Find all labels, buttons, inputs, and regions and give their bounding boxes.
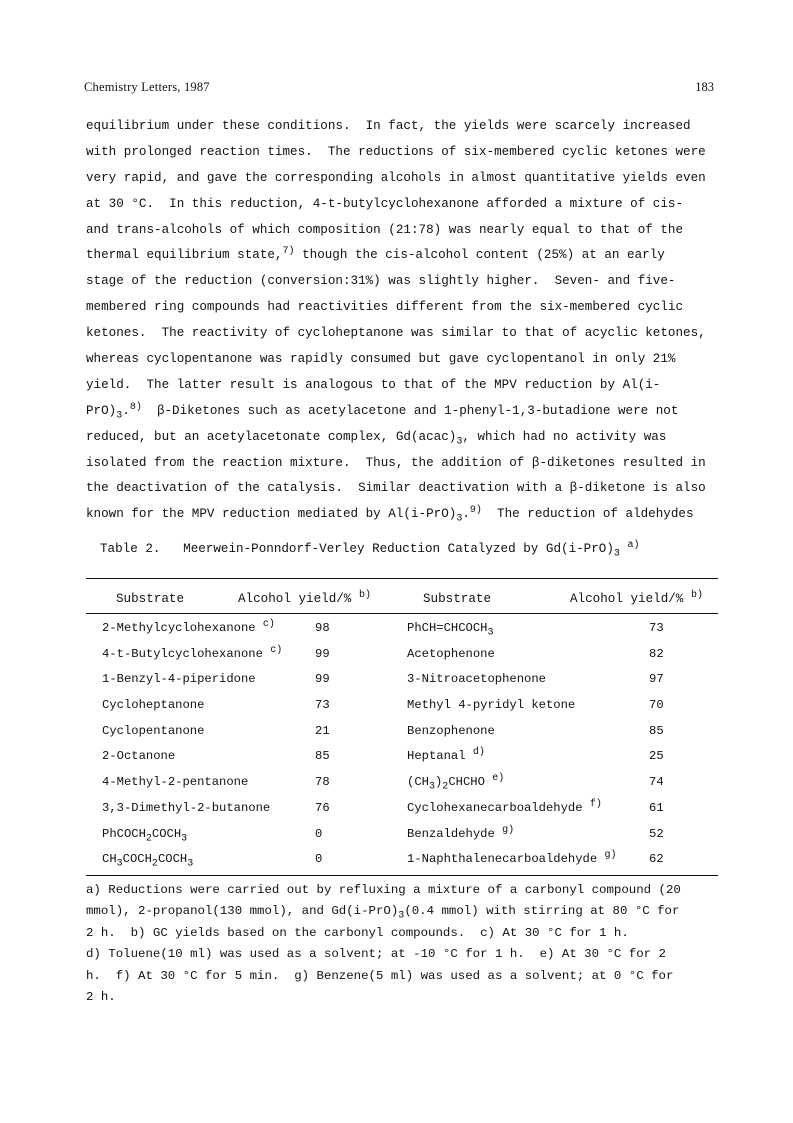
substrate-left <box>102 826 188 844</box>
substrate-left: 1-Benzyl-4-piperidone <box>102 672 256 687</box>
page-number: 183 <box>695 80 714 94</box>
body-line: the deactivation of the catalysis. Similar deactivation with a β-diketone is also <box>86 481 706 496</box>
footnote-line: h. f) At 30 °C for 5 min. g) Benzene(5 ml) was used as a solvent; at 0 °C for <box>86 968 674 983</box>
footnote-line: d) Toluene(10 ml) was used as a solvent; at -10 °C for 1 h. e) At 30 °C for 2 <box>86 947 666 962</box>
body-text <box>86 114 718 528</box>
table-row <box>86 771 718 797</box>
substrate-left: 2-Octanone <box>102 749 176 764</box>
table-row <box>86 720 718 746</box>
substrate-right <box>407 798 602 815</box>
yield-right: 97 <box>649 672 664 687</box>
footnote-marker: g) <box>502 824 515 836</box>
footnote-line: 2 h. <box>86 989 116 1004</box>
footnote-line <box>86 901 718 922</box>
formula-part: ) <box>434 775 443 790</box>
subscript: 3 <box>181 832 188 844</box>
page-header <box>84 80 714 100</box>
text-fragment: . <box>462 507 470 522</box>
substrate-name: Heptanal <box>407 749 466 764</box>
yield-right: 74 <box>649 775 664 790</box>
substrate-right: Acetophenone <box>407 646 495 661</box>
reference-9: 9) <box>469 505 482 517</box>
table-bottom-rule <box>86 875 718 876</box>
substrate-name: Cyclohexanecarboaldehyde <box>407 800 583 815</box>
reference-7: 7) <box>282 246 295 258</box>
subscript: 2 <box>145 832 152 844</box>
header-yield-right <box>570 589 703 606</box>
subscript: 2 <box>442 781 449 793</box>
subscript: 3 <box>487 627 494 639</box>
table-row <box>86 643 718 669</box>
table-row <box>86 848 718 874</box>
subscript: 3 <box>428 781 435 793</box>
formula-part: CH <box>102 852 117 867</box>
substrate-left <box>102 618 275 635</box>
footnote-marker: b) <box>690 589 703 601</box>
table-body <box>86 617 718 874</box>
header-substrate-left: Substrate <box>116 592 185 606</box>
footnote-marker: b) <box>358 589 371 601</box>
formula-part: COCH <box>157 852 188 867</box>
text-fragment: , which had no activity was <box>462 429 667 444</box>
table-title-text: Table 2. Meerwein-Ponndorf-Verley Reduction Catalyzed by Gd(i-PrO) <box>100 542 614 556</box>
substrate-left: 3,3-Dimethyl-2-butanone <box>102 800 271 815</box>
yield-left: 0 <box>315 852 323 867</box>
formula-part: COCH <box>151 826 182 841</box>
table-row <box>86 823 718 849</box>
substrate-name: PhCH=CHCOCH <box>407 621 488 635</box>
formula-part: (CH <box>407 775 429 790</box>
yield-right: 61 <box>649 800 664 815</box>
substrate-name: 4-t-Butylcyclohexanone <box>102 646 263 661</box>
table-row <box>86 797 718 823</box>
substrate-right <box>407 621 494 639</box>
header-yield-right-label: Alcohol yield/% <box>570 592 684 606</box>
body-line <box>86 243 718 269</box>
formula-part: CHCHO <box>448 775 485 790</box>
table-header-row <box>86 588 718 612</box>
footnote-marker: a) <box>627 539 640 551</box>
header-yield-left-label: Alcohol yield/% <box>238 592 352 606</box>
footnote-marker: g) <box>604 850 617 862</box>
yield-right: 70 <box>649 698 664 713</box>
formula-part: PhCOCH <box>102 826 146 841</box>
yield-left: 76 <box>315 800 330 815</box>
yield-left: 85 <box>315 749 330 764</box>
subscript: 3 <box>187 858 194 870</box>
subscript: 3 <box>456 436 463 448</box>
yield-left: 99 <box>315 672 330 687</box>
text-fragment: The reduction of aldehydes <box>481 507 694 522</box>
body-line: yield. The latter result is analogous to that of the MPV reduction by Al(i- <box>86 377 661 392</box>
yield-left: 73 <box>315 698 330 713</box>
substrate-right <box>407 824 515 841</box>
table-row <box>86 617 718 643</box>
body-line: isolated from the reaction mixture. Thus, the addition of β-diketones resulted in <box>86 455 706 470</box>
text-fragment: thermal equilibrium state, <box>86 248 283 263</box>
substrate-name: 1-Naphthalenecarboaldehyde <box>407 852 598 867</box>
subscript: 2 <box>151 858 158 870</box>
body-line: stage of the reduction (conversion:31%) was slightly higher. Seven- and five- <box>86 274 676 289</box>
substrate-name: Benzaldehyde <box>407 826 495 841</box>
header-yield-left <box>238 589 371 606</box>
yield-right: 73 <box>649 621 664 635</box>
body-line: ketones. The reactivity of cycloheptanone was similar to that of acyclic ketones, <box>86 326 706 341</box>
text-fragment: β-Diketones such as acetylacetone and 1-phenyl-1,3-butadione were not <box>141 403 679 418</box>
reference-8: 8) <box>129 401 142 413</box>
subscript: 3 <box>456 513 463 525</box>
substrate-right <box>407 749 485 763</box>
substrate-right: Benzophenone <box>407 723 495 738</box>
substrate-right: Methyl 4-pyridyl ketone <box>407 698 576 713</box>
substrate-left: Cyclopentanone <box>102 723 205 738</box>
subscript: 3 <box>613 548 620 560</box>
subscript: 3 <box>116 858 123 870</box>
text-fragment: reduced, but an acetylacetonate complex, Gd(acac) <box>86 429 457 444</box>
substrate-left <box>102 852 194 870</box>
table-footnotes <box>86 880 718 1008</box>
yield-right: 85 <box>649 723 664 738</box>
body-line: whereas cyclopentanone was rapidly consumed but gave cyclopentanol in only 21% <box>86 352 676 367</box>
subscript: 3 <box>398 910 405 922</box>
body-line <box>86 502 718 528</box>
text-fragment: though the cis-alcohol content (25%) at an early <box>294 248 665 263</box>
substrate-name: 2-Methylcyclohexanone <box>102 621 256 635</box>
footnote-marker: d) <box>472 747 485 759</box>
yield-right: 52 <box>649 826 664 841</box>
body-line: and trans-alcohols of which composition (21:78) was nearly equal to that of the <box>86 222 684 237</box>
body-line <box>86 425 718 451</box>
footnote-line: 2 h. b) GC yields based on the carbonyl compounds. c) At 30 °C for 1 h. <box>86 925 629 940</box>
table-top-rule <box>86 578 718 579</box>
body-line: with prolonged reaction times. The reductions of six-membered cyclic ketones were <box>86 144 706 159</box>
substrate-left: 4-Methyl-2-pentanone <box>102 775 249 790</box>
yield-left: 0 <box>315 826 323 841</box>
yield-right: 62 <box>649 852 664 867</box>
text-fragment: . <box>122 403 130 418</box>
body-line <box>86 399 718 425</box>
table-row <box>86 694 718 720</box>
footnote-marker: f) <box>589 798 602 810</box>
substrate-right <box>407 773 505 793</box>
header-substrate-right: Substrate <box>423 592 492 606</box>
substrate-left <box>102 644 283 661</box>
yield-left: 98 <box>315 621 330 635</box>
footnote-marker: c) <box>262 618 275 630</box>
yield-left: 99 <box>315 646 330 661</box>
yield-right: 82 <box>649 646 664 661</box>
table-row <box>86 745 718 771</box>
yield-left: 78 <box>315 775 330 790</box>
subscript: 3 <box>116 410 123 422</box>
yield-right: 25 <box>649 749 664 764</box>
body-line: very rapid, and gave the corresponding alcohols in almost quantitative yields even <box>86 170 706 185</box>
text-fragment: known for the MPV reduction mediated by Al(i-PrO) <box>86 507 457 522</box>
table-row <box>86 668 718 694</box>
body-line: equilibrium under these conditions. In fact, the yields were scarcely increased <box>86 119 691 133</box>
footnote-marker: e) <box>492 773 505 785</box>
text-fragment: (0.4 mmol) with stirring at 80 °C for <box>404 904 680 919</box>
text-fragment: mmol), 2-propanol(130 mmol), and Gd(i-PrO) <box>86 904 399 919</box>
footnote-line: a) Reductions were carried out by refluxing a mixture of a carbonyl compound (20 <box>86 883 681 897</box>
body-line: membered ring compounds had reactivities different from the six-membered cyclic <box>86 300 684 315</box>
text-fragment: PrO) <box>86 403 117 418</box>
yield-left: 21 <box>315 723 330 738</box>
substrate-right: 3-Nitroacetophenone <box>407 672 546 687</box>
formula-part: COCH <box>122 852 152 867</box>
table-header-rule <box>86 613 718 614</box>
body-line: at 30 °C. In this reduction, 4-t-butylcyclohexanone afforded a mixture of cis- <box>86 196 684 211</box>
footnote-marker: c) <box>270 644 283 656</box>
journal-citation: Chemistry Letters, 1987 <box>84 80 210 94</box>
substrate-left: Cycloheptanone <box>102 698 205 713</box>
substrate-right <box>407 852 617 866</box>
table-caption <box>100 539 640 560</box>
